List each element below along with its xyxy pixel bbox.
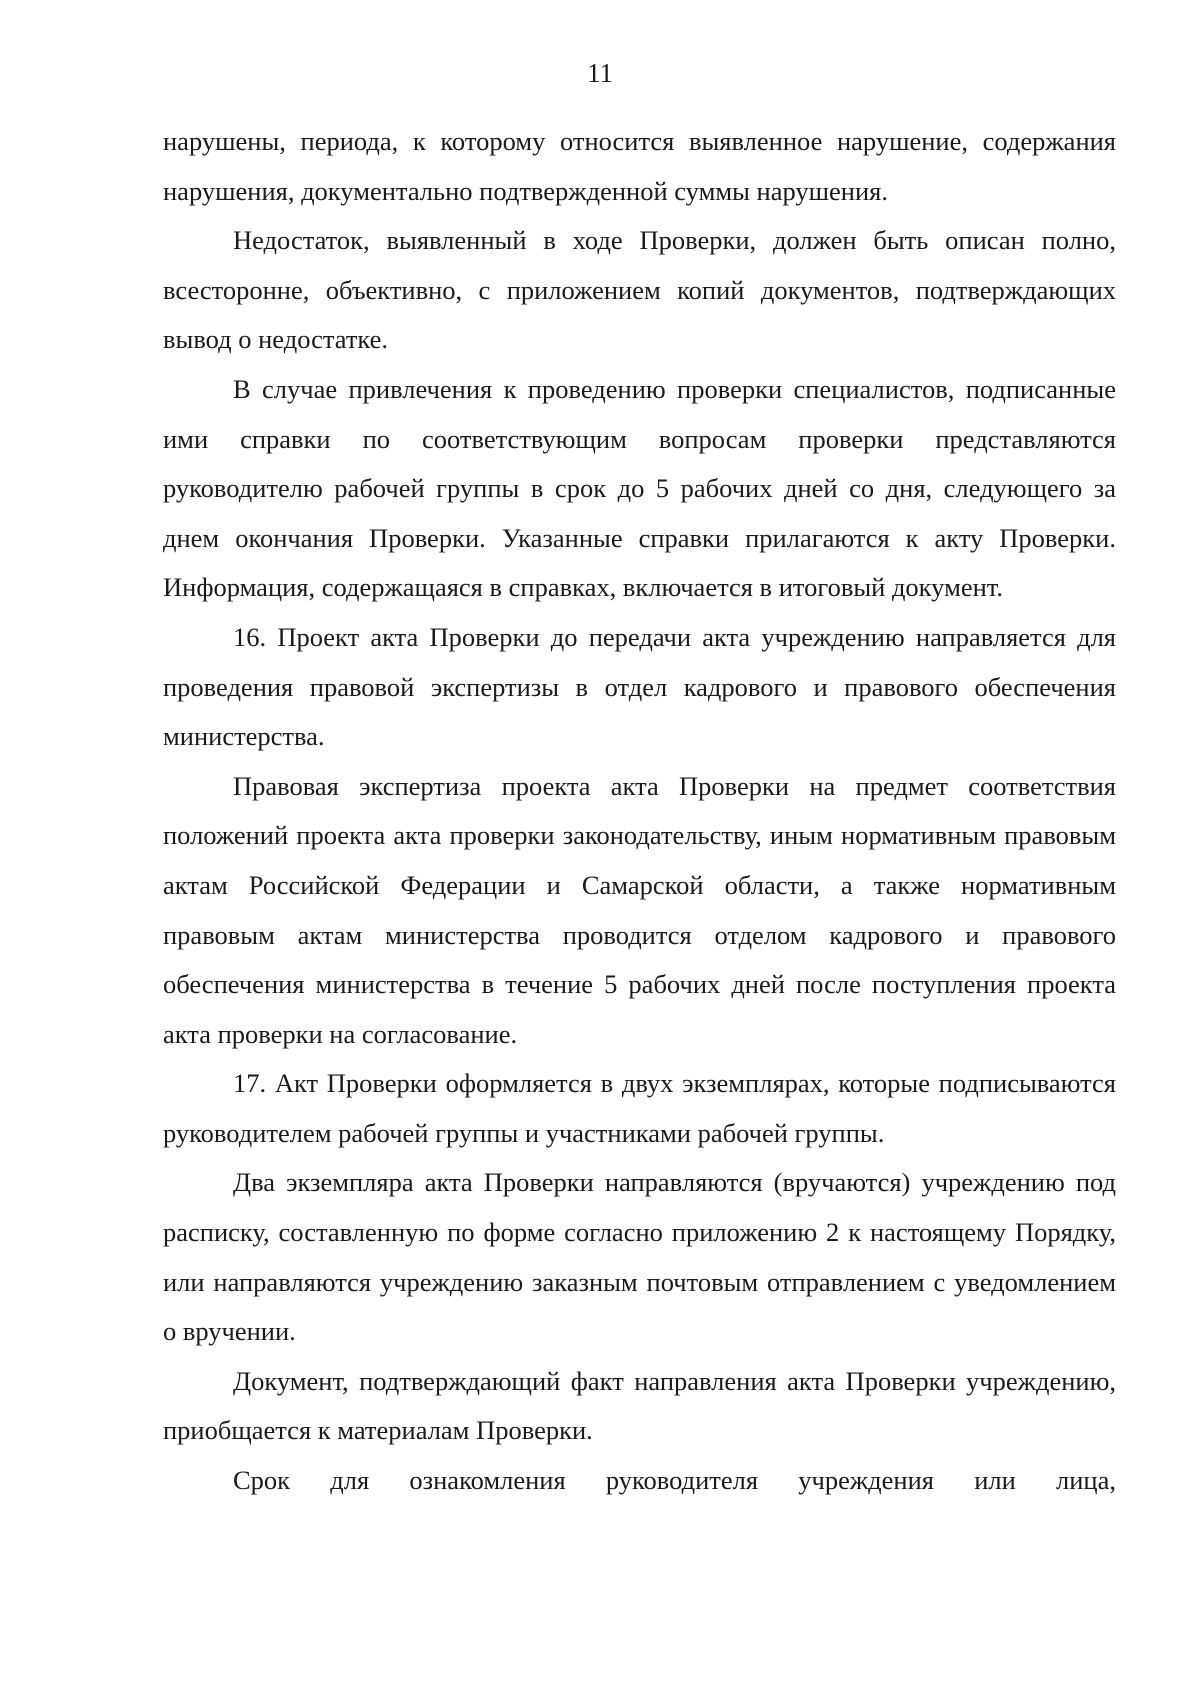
page-number: 11	[587, 58, 613, 88]
paragraph-review-deadline: Срок для ознакомления руководителя учреждения или лица,	[233, 1465, 1116, 1496]
paragraph-specialists-reports: В случае привлечения к проведению проверки специалистов, подписанные ими справки по соответствующим вопросам проверки представляются руководителю рабочей группы в срок до 5 рабочих дней со дня, следующего за днем окончания Проверки. Указанные справки прилагаются к акту Проверки. Информация, содержащаяся в справках, включается в итоговый документ.	[163, 373, 1116, 603]
paragraph-item-17: 17. Акт Проверки оформляется в двух экземплярах, которые подписываются руководителем рабочей группы и участниками рабочей группы.	[163, 1068, 1116, 1148]
paragraph-item-16: 16. Проект акта Проверки до передачи акта учреждению направляется для проведения правовой экспертизы в отдел кадрового и правового обеспечения министерства.	[163, 621, 1116, 752]
paragraph-delivery-document: Документ, подтверждающий факт направления акта Проверки учреждению, приобщается к материалам Проверки.	[163, 1365, 1116, 1446]
paragraph-continuation: нарушены, периода, к которому относится выявленное нарушение, содержания нарушения, документально подтвержденной суммы нарушения.	[163, 126, 1116, 206]
paragraph-deficiency-description: Недостаток, выявленный в ходе Проверки, должен быть описан полно, всесторонне, объективно, с приложением копий документов, подтверждающих вывод о недостатке.	[163, 225, 1116, 355]
paragraph-legal-expertise: Правовая экспертиза проекта акта Проверки на предмет соответствия положений проекта акта проверки законодательству, иным нормативным правовым актам Российской Федерации и Самарской области, а также нормативным правовым актам министерства проводится отделом кадрового и правового обеспечения министерства в течение 5 рабочих дней после поступления проекта акта проверки на согласование.	[163, 770, 1116, 1049]
paragraph-copies-delivery: Два экземпляра акта Проверки направляются (вручаются) учреждению под расписку, составленную по форме согласно приложению 2 к настоящему Порядку, или направляются учреждению заказным почтовым отправлением с уведомлением о вручении.	[163, 1167, 1116, 1347]
document-body	[163, 117, 1116, 1506]
